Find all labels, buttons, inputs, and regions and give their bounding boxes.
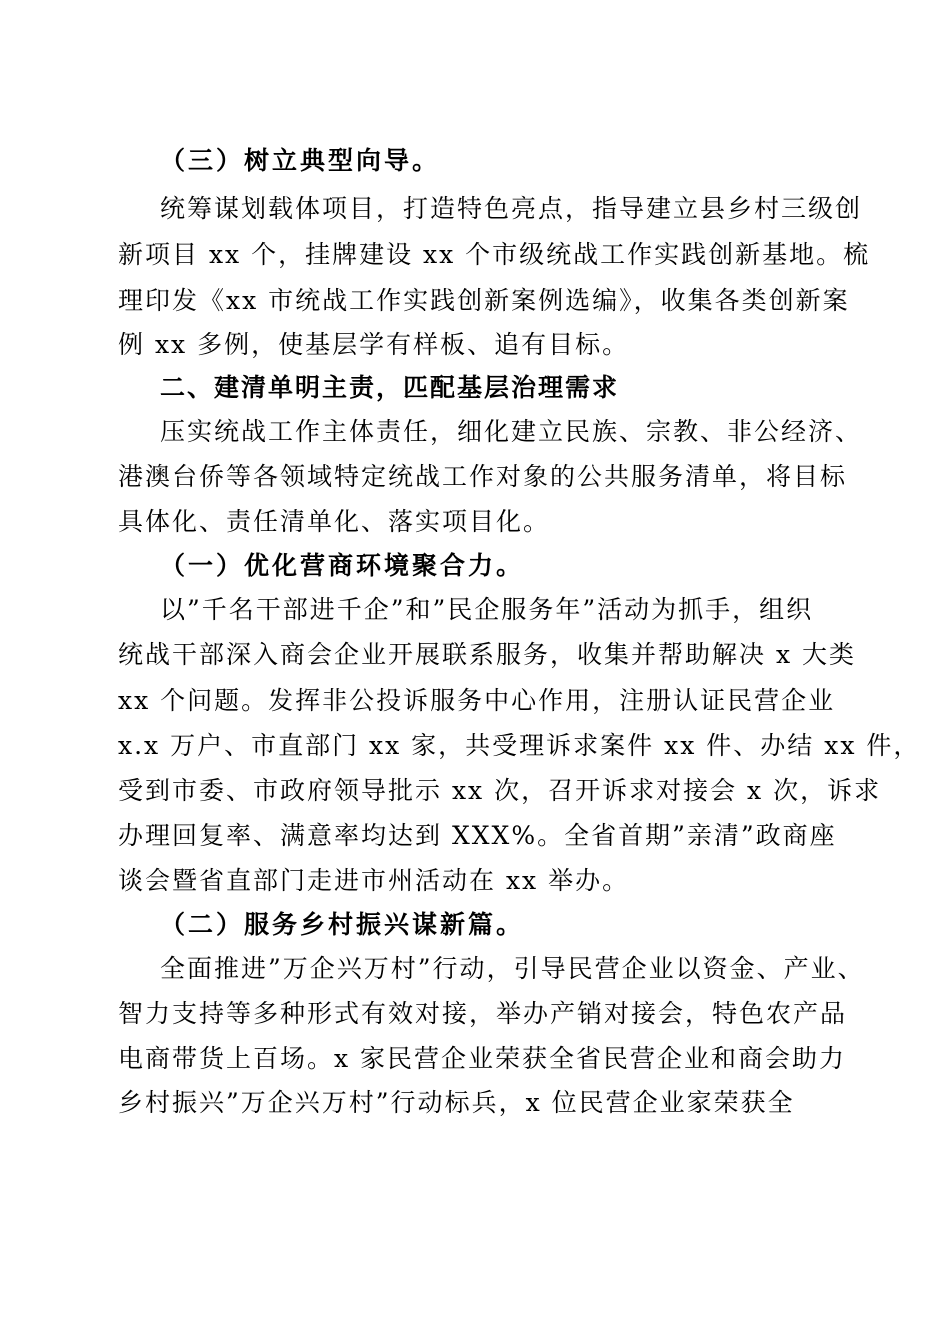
paragraph-line: 电商带货上百场。x 家民营企业荣获全省民营企业和商会助力 <box>118 1044 847 1073</box>
paragraph-line: 港澳台侨等各领域特定统战工作对象的公共服务清单，将目标 <box>118 462 848 491</box>
paragraph-line: 全面推进”万企兴万村”行动，引导民营企业以资金、产业、 <box>160 954 865 983</box>
section-heading-two: 二、建清单明主责，匹配基层治理需求 <box>160 373 620 402</box>
paragraph-line: 智力支持等多种形式有效对接，举办产销对接会，特色农产品 <box>118 999 848 1028</box>
paragraph-line: 新项目 xx 个，挂牌建设 xx 个市级统战工作实践创新基地。梳 <box>118 240 871 269</box>
paragraph-line: 受到市委、市政府领导批示 xx 次，召开诉求对接会 x 次，诉求 <box>118 776 882 805</box>
paragraph-line: 乡村振兴”万企兴万村”行动标兵，x 位民营企业家荣获全 <box>118 1088 795 1117</box>
paragraph-line: 压实统战工作主体责任，细化建立民族、宗教、非公经济、 <box>160 417 863 446</box>
subheading-three: （三）树立典型向导。 <box>160 146 441 175</box>
subheading-two: （二）服务乡村振兴谋新篇。 <box>160 910 525 939</box>
subheading-one: （一）优化营商环境聚合力。 <box>160 551 525 580</box>
paragraph-line: 以”千名干部进千企”和”民企服务年”活动为抓手，组织 <box>160 595 814 624</box>
paragraph-line: 统筹谋划载体项目，打造特色亮点，指导建立县乡村三级创 <box>160 194 863 223</box>
paragraph-line: 具体化、责任清单化、落实项目化。 <box>118 507 551 536</box>
paragraph-line: 办理回复率、满意率均达到 XXX%。全省首期”亲清”政商座 <box>118 821 837 850</box>
paragraph-line: 例 xx 多例，使基层学有样板、追有目标。 <box>118 330 630 359</box>
paragraph-line: 理印发《xx 市统战工作实践创新案例选编》，收集各类创新案 <box>118 286 850 315</box>
paragraph-line: x.x 万户、市直部门 xx 家，共受理诉求案件 xx 件、办结 xx 件， <box>118 731 921 760</box>
paragraph-line: 统战干部深入商会企业开展联系服务，收集并帮助解决 x 大类 <box>118 640 856 669</box>
paragraph-line: 谈会暨省直部门走进市州活动在 xx 举办。 <box>118 866 630 895</box>
paragraph-line: xx 个问题。发挥非公投诉服务中心作用，注册认证民营企业 <box>118 686 836 715</box>
